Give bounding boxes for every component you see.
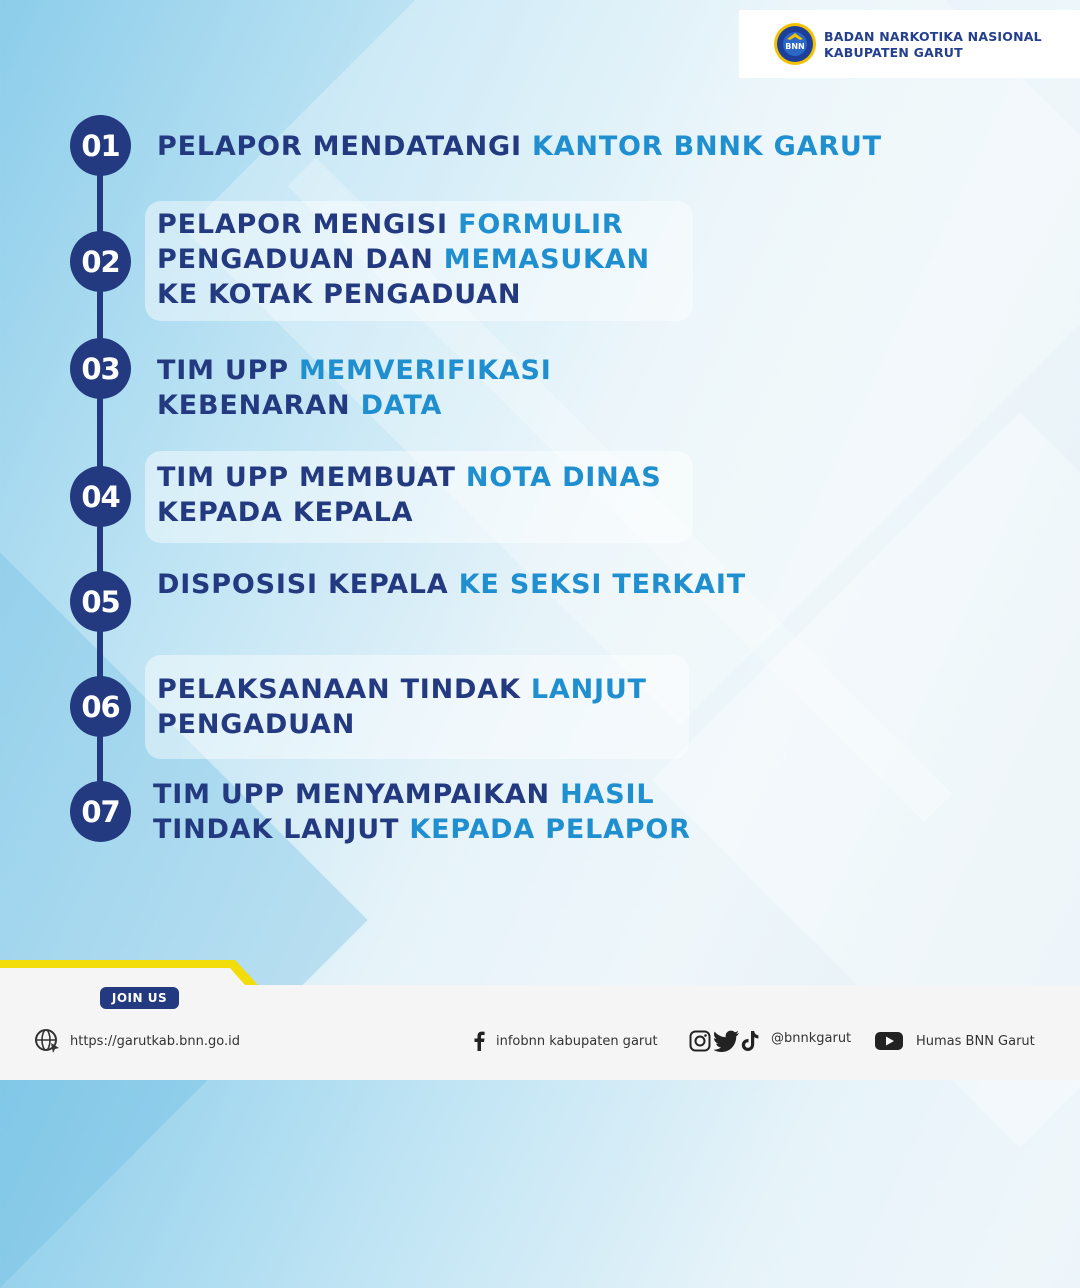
step-text-line (157, 495, 661, 530)
step-text-primary: TIM UPP (157, 355, 300, 386)
bnn-logo-icon (773, 22, 817, 66)
step-text (157, 353, 552, 423)
step-text-primary: PENGADUAN DAN (157, 244, 444, 275)
step-text-line (157, 207, 650, 242)
step-text (153, 777, 691, 847)
step-text (157, 207, 650, 312)
social-handle-link[interactable] (689, 1028, 851, 1054)
step-number: 01 (70, 115, 131, 176)
step-text-primary: PELAPOR MENDATANGI (157, 131, 533, 162)
step-text-line (153, 777, 691, 812)
step-text-line (157, 567, 746, 602)
step-text-accent: MEMASUKAN (443, 244, 650, 275)
step-number: 05 (70, 571, 131, 632)
step-text-primary: KEPADA KEPALA (157, 497, 414, 528)
step-text-accent: LANJUT (530, 674, 647, 705)
step-number: 06 (70, 676, 131, 737)
step-text (157, 460, 661, 530)
svg-text:BNN: BNN (785, 42, 805, 51)
youtube-icon (874, 1030, 904, 1052)
step-text-line (153, 812, 691, 847)
brand-header (739, 10, 1080, 78)
step-text-primary: PELAKSANAAN TINDAK (157, 674, 531, 705)
step-text-accent: KANTOR BNNK GARUT (532, 131, 882, 162)
social-handle-label: @bnnkgarut (771, 1030, 852, 1046)
step-text-line (157, 460, 661, 495)
step-text-primary: PENGADUAN (157, 709, 356, 740)
brand-title: BADAN NARKOTIKA NASIONAL (824, 29, 1042, 44)
step-text (157, 672, 647, 742)
globe-icon (34, 1028, 62, 1054)
step-text-accent: DATA (360, 390, 443, 421)
step-text-line (157, 277, 650, 312)
twitter-icon (714, 1030, 740, 1052)
step-text-line (157, 353, 552, 388)
youtube-label: Humas BNN Garut (916, 1033, 1035, 1049)
step-text-accent: NOTA DINAS (465, 462, 662, 493)
step-text-primary: KEBENARAN (157, 390, 361, 421)
step-text-primary: PELAPOR MENGISI (157, 209, 459, 240)
step-text (157, 129, 882, 164)
step-text-primary: DISPOSISI KEPALA (157, 569, 459, 600)
step-number: 07 (70, 781, 131, 842)
step-text-accent: HASIL (560, 779, 655, 810)
website-url: https://garutkab.bnn.go.id (70, 1033, 240, 1049)
step-text-primary: TIM UPP MENYAMPAIKAN (153, 779, 561, 810)
youtube-link[interactable] (874, 1028, 1035, 1054)
instagram-icon (689, 1030, 711, 1052)
step-text-primary: TINDAK LANJUT (153, 814, 410, 845)
facebook-icon (472, 1031, 486, 1051)
facebook-link[interactable] (472, 1028, 658, 1054)
step-text-primary: KE KOTAK PENGADUAN (157, 279, 522, 310)
brand-subtitle: KABUPATEN GARUT (824, 45, 963, 60)
step-text (157, 567, 746, 602)
step-number: 02 (70, 231, 131, 292)
step-number: 04 (70, 466, 131, 527)
step-text-accent: MEMVERIFIKASI (299, 355, 552, 386)
step-text-accent: KEPADA PELAPOR (409, 814, 691, 845)
step-text-primary: TIM UPP MEMBUAT (157, 462, 466, 493)
step-text-line (157, 707, 647, 742)
facebook-label: infobnn kabupaten garut (496, 1033, 658, 1049)
website-link[interactable] (34, 1028, 240, 1054)
step-text-line (157, 672, 647, 707)
step-text-line (157, 242, 650, 277)
step-text-line (157, 129, 882, 164)
join-us-badge: JOIN US (100, 987, 179, 1009)
step-number: 03 (70, 338, 131, 399)
step-text-line (157, 388, 552, 423)
step-text-accent: FORMULIR (458, 209, 624, 240)
tiktok-icon (741, 1030, 759, 1052)
step-text-accent: KE SEKSI TERKAIT (458, 569, 746, 600)
